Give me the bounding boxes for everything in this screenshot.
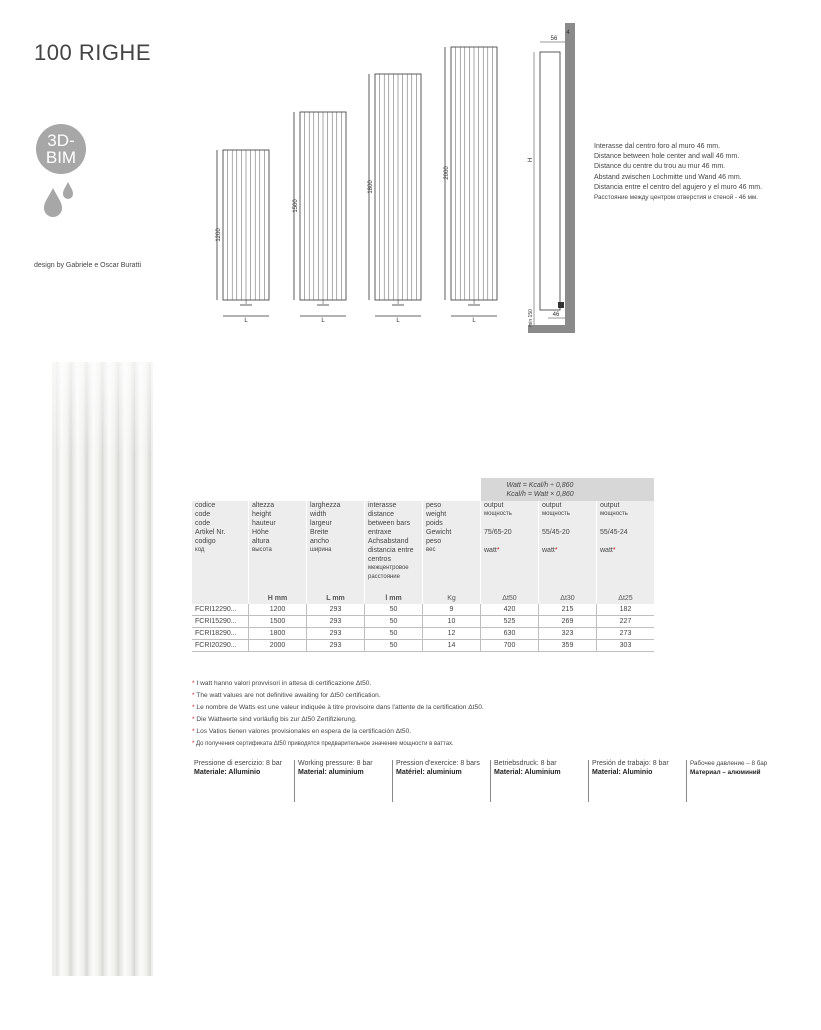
- footnote-ru: * До получения сертификата Δt50 приводятся предварительное значение мощности в ваттах.: [192, 741, 454, 748]
- unit-width: L mm: [307, 593, 365, 604]
- side-offset-label: 46: [552, 312, 560, 318]
- material-ru: Рабочее давление – 8 бар Материал – алюминий: [686, 760, 784, 802]
- note-line-fr: Distance du centre du trou au mur 46 mm.: [594, 163, 726, 171]
- side-height-label: H: [528, 157, 534, 163]
- side-dim-4: 4: [566, 30, 570, 36]
- unit-dt30: Δt30: [539, 593, 597, 604]
- header-altezza: altezza height hauteur Höhe altura высота: [249, 501, 307, 593]
- wall-distance-note: [594, 142, 762, 203]
- center-label-4: l: [473, 300, 475, 306]
- header-output-dt25: output мощность 55/45-24 watt*: [597, 501, 655, 593]
- footnote-de: * Die Wattwerte sind vorläufig bis zur Δt50 Zertifizierung.: [192, 716, 357, 724]
- width-label-2: L: [321, 318, 325, 324]
- width-label-4: L: [472, 318, 476, 324]
- material-de: Betriebsdruck: 8 bar Material: Aluminium: [490, 760, 588, 802]
- radiator-drawing-1800: [369, 74, 421, 316]
- header-larghezza: larghezza width largeur Breite ancho ширина: [307, 501, 365, 593]
- center-label-2: l: [322, 300, 324, 306]
- header-interasse: interasse distance between bars entraxe Achsabstand distancia entre centros межцентровое расстояние: [365, 501, 423, 593]
- unit-dt50: Δt50: [481, 593, 539, 604]
- table-row: FCRI18290... 1800 293 50 12 630 323 273: [192, 628, 654, 640]
- note-line-it: Interasse dal centro foro al muro 46 mm.: [594, 143, 721, 150]
- material-es: Presión de trabajo: 8 bar Material: Aluminio: [588, 760, 686, 802]
- product-photo: [52, 362, 153, 976]
- radiator-drawing-1200: [217, 150, 269, 316]
- unit-weight: Kg: [423, 593, 481, 604]
- material-en: Working pressure: 8 bar Material: aluminium: [294, 760, 392, 802]
- radiator-drawing-1500: [294, 112, 346, 316]
- material-fr: Pression d'exercice: 8 bars Matériel: aluminium: [392, 760, 490, 802]
- formula-line-2: Kcal/h = Watt × 0,860: [506, 491, 574, 498]
- bim-badge: [36, 124, 86, 174]
- footnote-fr: * Le nombre de Watts est une valeur indiquée à titre provisoire dans l'attente de la certification Δt50.: [192, 704, 484, 712]
- table-header-row: [192, 501, 654, 593]
- watt-formula: [481, 478, 655, 501]
- header-output-dt50: output мощность 75/65-20 watt*: [481, 501, 539, 593]
- table-row: FCRI15290... 1500 293 50 10 525 269 227: [192, 616, 654, 628]
- unit-interaxis: l mm: [365, 593, 423, 604]
- side-dim-56: 56: [550, 36, 558, 42]
- technical-drawings: [205, 20, 590, 340]
- height-label-1: 1200: [216, 228, 222, 242]
- footnote-en: * The watt values are not definitive awaiting for Δt50 certification.: [192, 692, 381, 700]
- table-row: FCRI12290... 1200 293 50 9 420 215 182: [192, 604, 654, 616]
- center-label-3: l: [397, 300, 399, 306]
- header-codice: codice code code Artikel Nr. codigo код: [192, 501, 249, 593]
- radiator-drawing-2000: [445, 47, 497, 316]
- note-line-de: Abstand zwischen Lochmitte und Wand 46 mm.: [594, 173, 742, 181]
- height-label-4: 2000: [444, 166, 450, 180]
- note-line-ru: Расстояние между центром отверстия и стеной - 46 мм.: [594, 194, 759, 202]
- formula-line-1: Watt = Kcal/h ÷ 0,860: [506, 482, 574, 489]
- side-view-drawing: [528, 23, 575, 333]
- bim-badge-line2: BIM: [45, 148, 77, 167]
- width-label-3: L: [396, 318, 400, 324]
- header-output-dt30: output мощность 55/45-20 watt*: [539, 501, 597, 593]
- unit-height: H mm: [249, 593, 307, 604]
- designer-credit: design by Gabriele e Oscar Buratti: [34, 262, 141, 269]
- header-peso: peso weight poids Gewicht peso вес: [423, 501, 481, 593]
- material-it: Pressione di esercizio: 8 bar Materiale: Alluminio: [194, 760, 282, 776]
- unit-dt25: Δt25: [597, 593, 655, 604]
- bim-badge-line1: 3D-: [47, 131, 75, 150]
- footnote-es: * Los Vatios tienen valores provisionales en espera de la certificación Δt50.: [192, 728, 412, 736]
- center-label-1: l: [245, 300, 247, 306]
- height-label-2: 1500: [293, 199, 299, 213]
- height-label-3: 1800: [368, 180, 374, 194]
- footnotes: [192, 678, 484, 751]
- table-row: FCRI20290... 2000 293 50 14 700 359 303: [192, 640, 654, 652]
- note-line-en: Distance between hole center and wall 46 mm.: [594, 153, 740, 161]
- specification-table: [192, 478, 654, 652]
- width-label-1: L: [244, 318, 248, 324]
- water-drops-icon: [40, 180, 80, 220]
- note-line-es: Distancia entre el centro del agujero y el muro 46 mm.: [594, 183, 763, 191]
- footnote-it: * I watt hanno valori provvisori in attesa di certificazione Δt50.: [192, 680, 372, 687]
- table-units-row: [192, 593, 654, 604]
- materials-info: [194, 760, 784, 802]
- product-title: 100 RIGHE: [34, 40, 151, 65]
- side-min-label: min 150: [528, 309, 534, 327]
